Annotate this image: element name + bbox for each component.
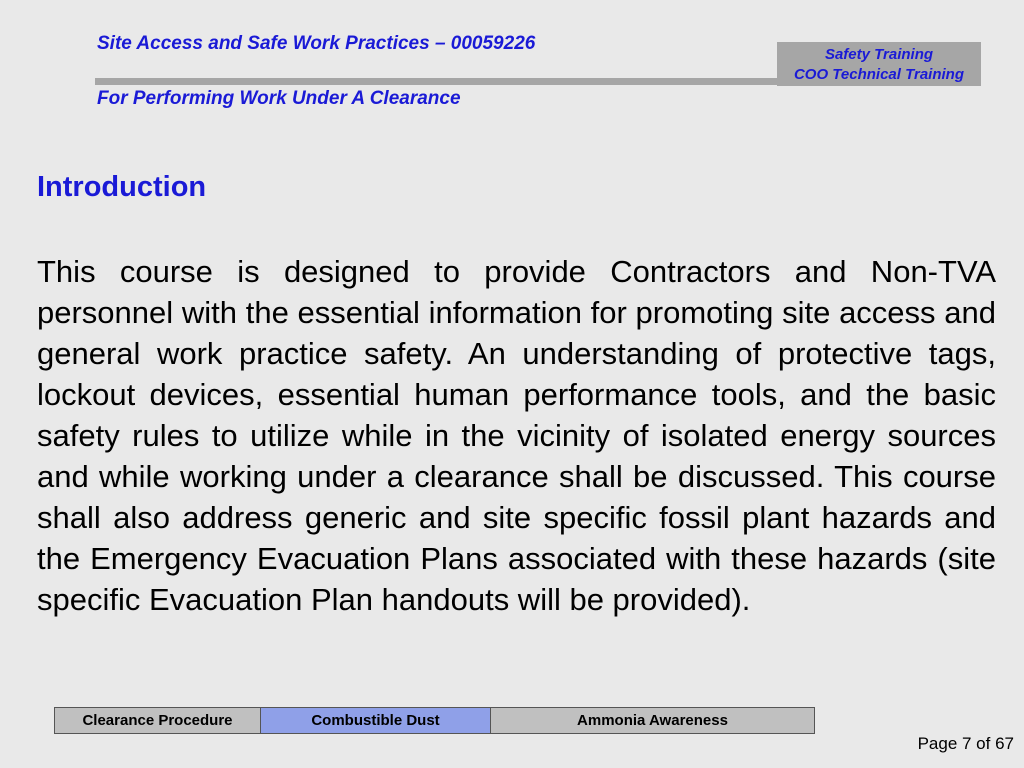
nav-clearance-procedure-button[interactable]: Clearance Procedure: [55, 708, 260, 733]
header-rule: [95, 78, 781, 85]
page-number: Page 7 of 67: [917, 734, 1014, 753]
header-badge: [777, 42, 981, 86]
badge-line-coo-technical-training: COO Technical Training: [793, 66, 965, 83]
body-paragraph: This course is designed to provide Contractors and Non-TVA personnel with the essential information for promoting site access and general work practice safety. An understanding of protective tags, lockout devices, essential human performance tools, and the basic safety rules to utilize while in the vicinity of isolated energy sources and while working under a clearance shall be discussed. This course shall also address generic and site specific fossil plant hazards and the Emergency Evacuation Plans associated with these hazards (site specific Evacuation Plan handouts will be provided).: [37, 254, 996, 617]
badge-line-safety-training: Safety Training: [824, 46, 934, 63]
header-subtitle: For Performing Work Under A Clearance: [97, 88, 461, 109]
nav-combustible-dust-button[interactable]: Combustible Dust: [260, 708, 490, 733]
header-title: Site Access and Safe Work Practices – 00059226: [97, 33, 536, 54]
bottom-nav: [54, 707, 815, 734]
section-heading: Introduction: [37, 171, 207, 203]
nav-ammonia-awareness-button[interactable]: Ammonia Awareness: [490, 708, 814, 733]
